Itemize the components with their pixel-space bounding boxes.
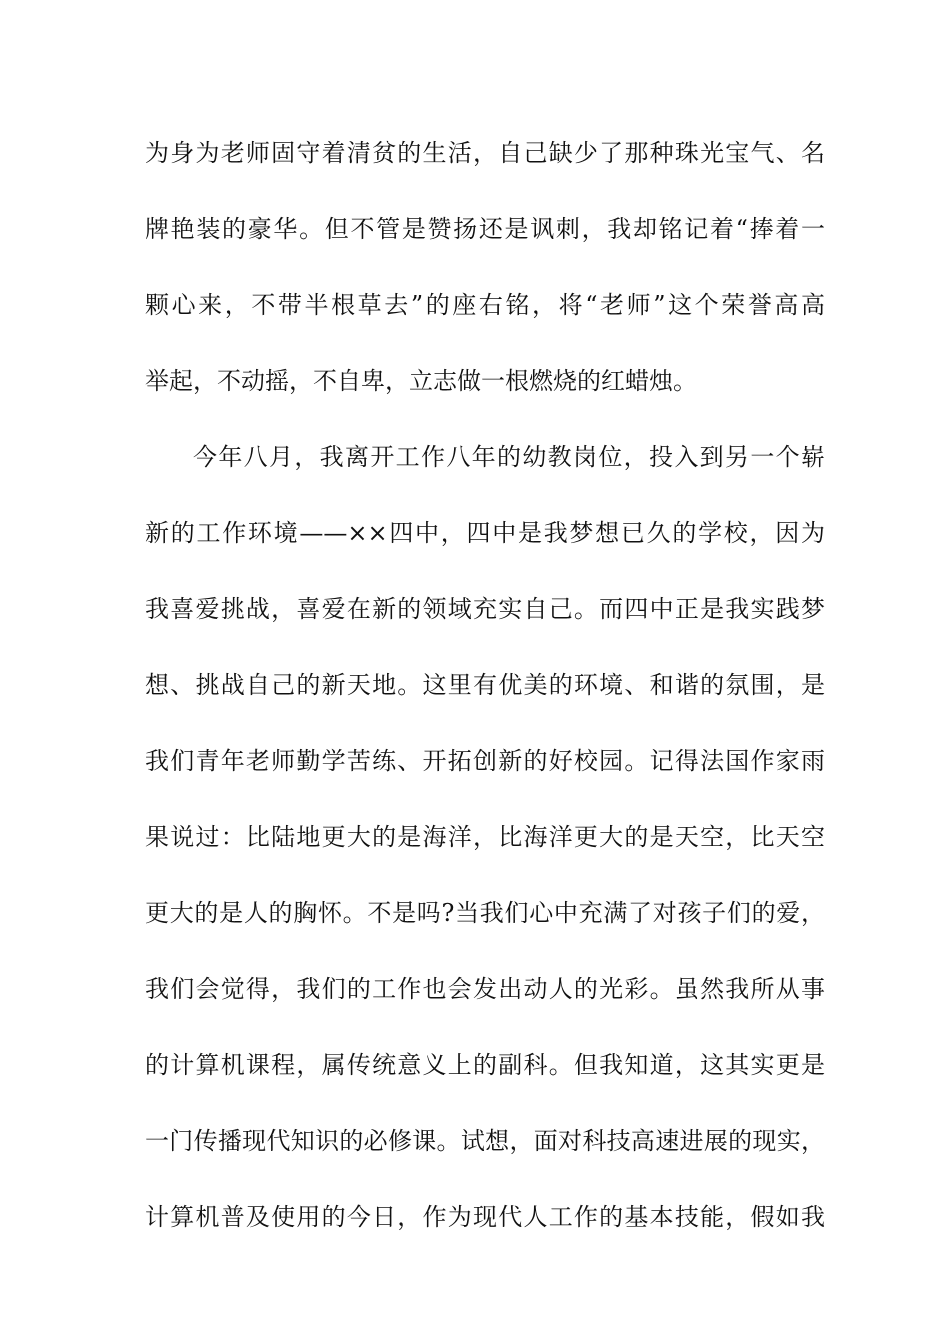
text-line: 为身为老师固守着清贫的生活，自己缺少了那种珠光宝气、名 (145, 139, 825, 167)
text-line: 我们会觉得，我们的工作也会发出动人的光彩。虽然我所从事 (145, 975, 825, 1003)
text-line: 一门传播现代知识的必修课。试想，面对科技高速进展的现实， (145, 1127, 825, 1155)
text-line: 举起，不动摇，不自卑，立志做一根燃烧的红蜡烛。 (145, 367, 697, 395)
body-text (145, 129, 825, 1269)
text-line: 的计算机课程，属传统意义上的副科。但我知道，这其实更是 (145, 1051, 825, 1079)
text-line: 更大的是人的胸怀。不是吗?当我们心中充满了对孩子们的爱， (145, 899, 825, 927)
text-line: 新的工作环境——××四中，四中是我梦想已久的学校，因为 (145, 519, 825, 547)
text-line: 计算机普及使用的今日，作为现代人工作的基本技能，假如我 (145, 1203, 825, 1231)
text-line: 今年八月，我离开工作八年的幼教岗位，投入到另一个崭 (193, 443, 825, 471)
text-line: 我们青年老师勤学苦练、开拓创新的好校园。记得法国作家雨 (145, 747, 825, 775)
text-line: 牌艳装的豪华。但不管是赞扬还是讽刺，我却铭记着“捧着一 (145, 215, 825, 243)
text-line: 果说过：比陆地更大的是海洋，比海洋更大的是天空，比天空 (145, 823, 825, 851)
text-line: 我喜爱挑战，喜爱在新的领域充实自己。而四中正是我实践梦 (145, 595, 825, 623)
text-line: 颗心来，不带半根草去”的座右铭，将“老师”这个荣誉高高 (145, 291, 825, 319)
text-line: 想、挑战自己的新天地。这里有优美的环境、和谐的氛围，是 (145, 671, 825, 699)
